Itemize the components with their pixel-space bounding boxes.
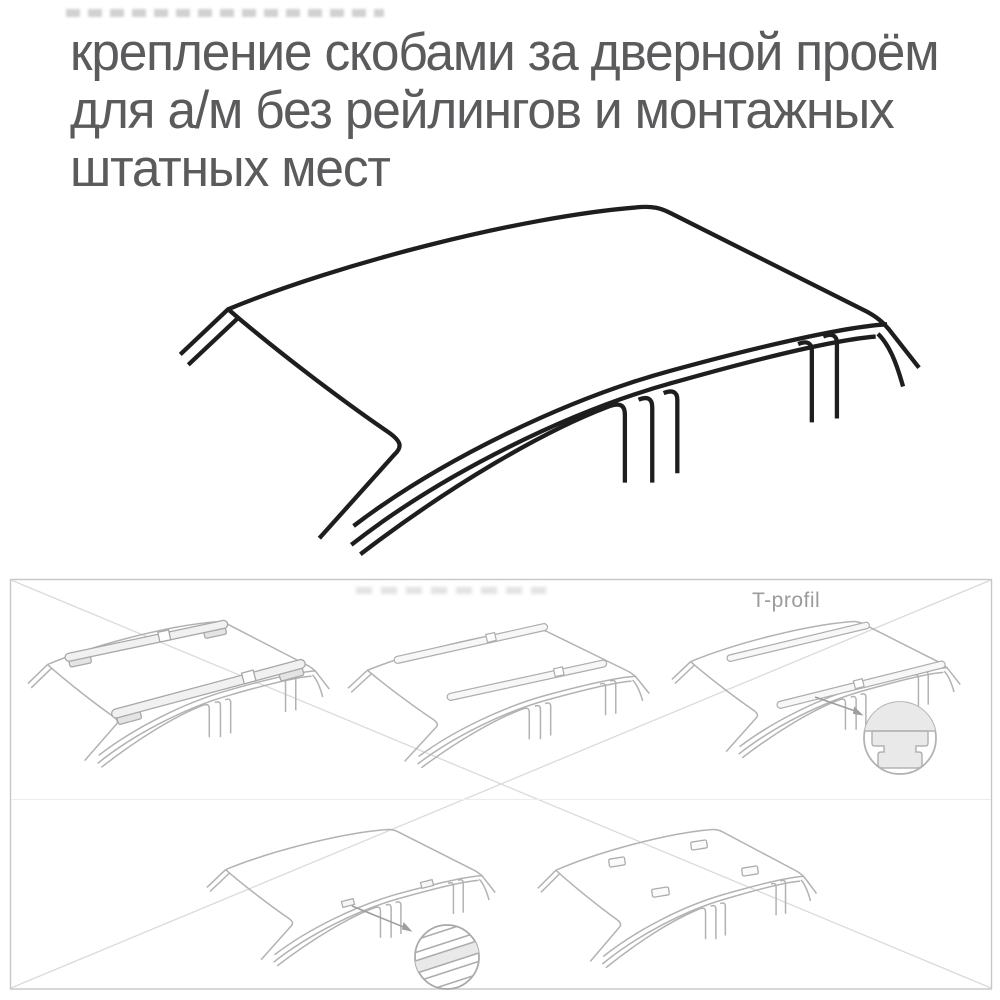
fixpoint-detail-circle — [404, 921, 490, 993]
t-profile-detail-circle — [860, 698, 940, 774]
faint-erased-watermark — [356, 587, 546, 594]
main-roof-clamp-illustration — [180, 207, 919, 554]
variant-t-profile — [672, 621, 960, 774]
variant-fixpoint-covered — [207, 829, 495, 993]
fixpoint-rectangles — [608, 840, 758, 898]
caption-line-2: для а/м без рейлингов и монтажных — [70, 81, 894, 140]
caption-line-1: крепление скобами за дверной проём — [70, 23, 939, 82]
mounting-variants-panel — [11, 580, 992, 994]
caption-line-3: штатных мест — [70, 139, 390, 198]
variant-flush-railing — [348, 621, 649, 768]
fixpoint-arrow — [352, 906, 406, 928]
t-profile-label: T-profil — [752, 589, 821, 612]
variant-raised-railing — [28, 618, 329, 768]
